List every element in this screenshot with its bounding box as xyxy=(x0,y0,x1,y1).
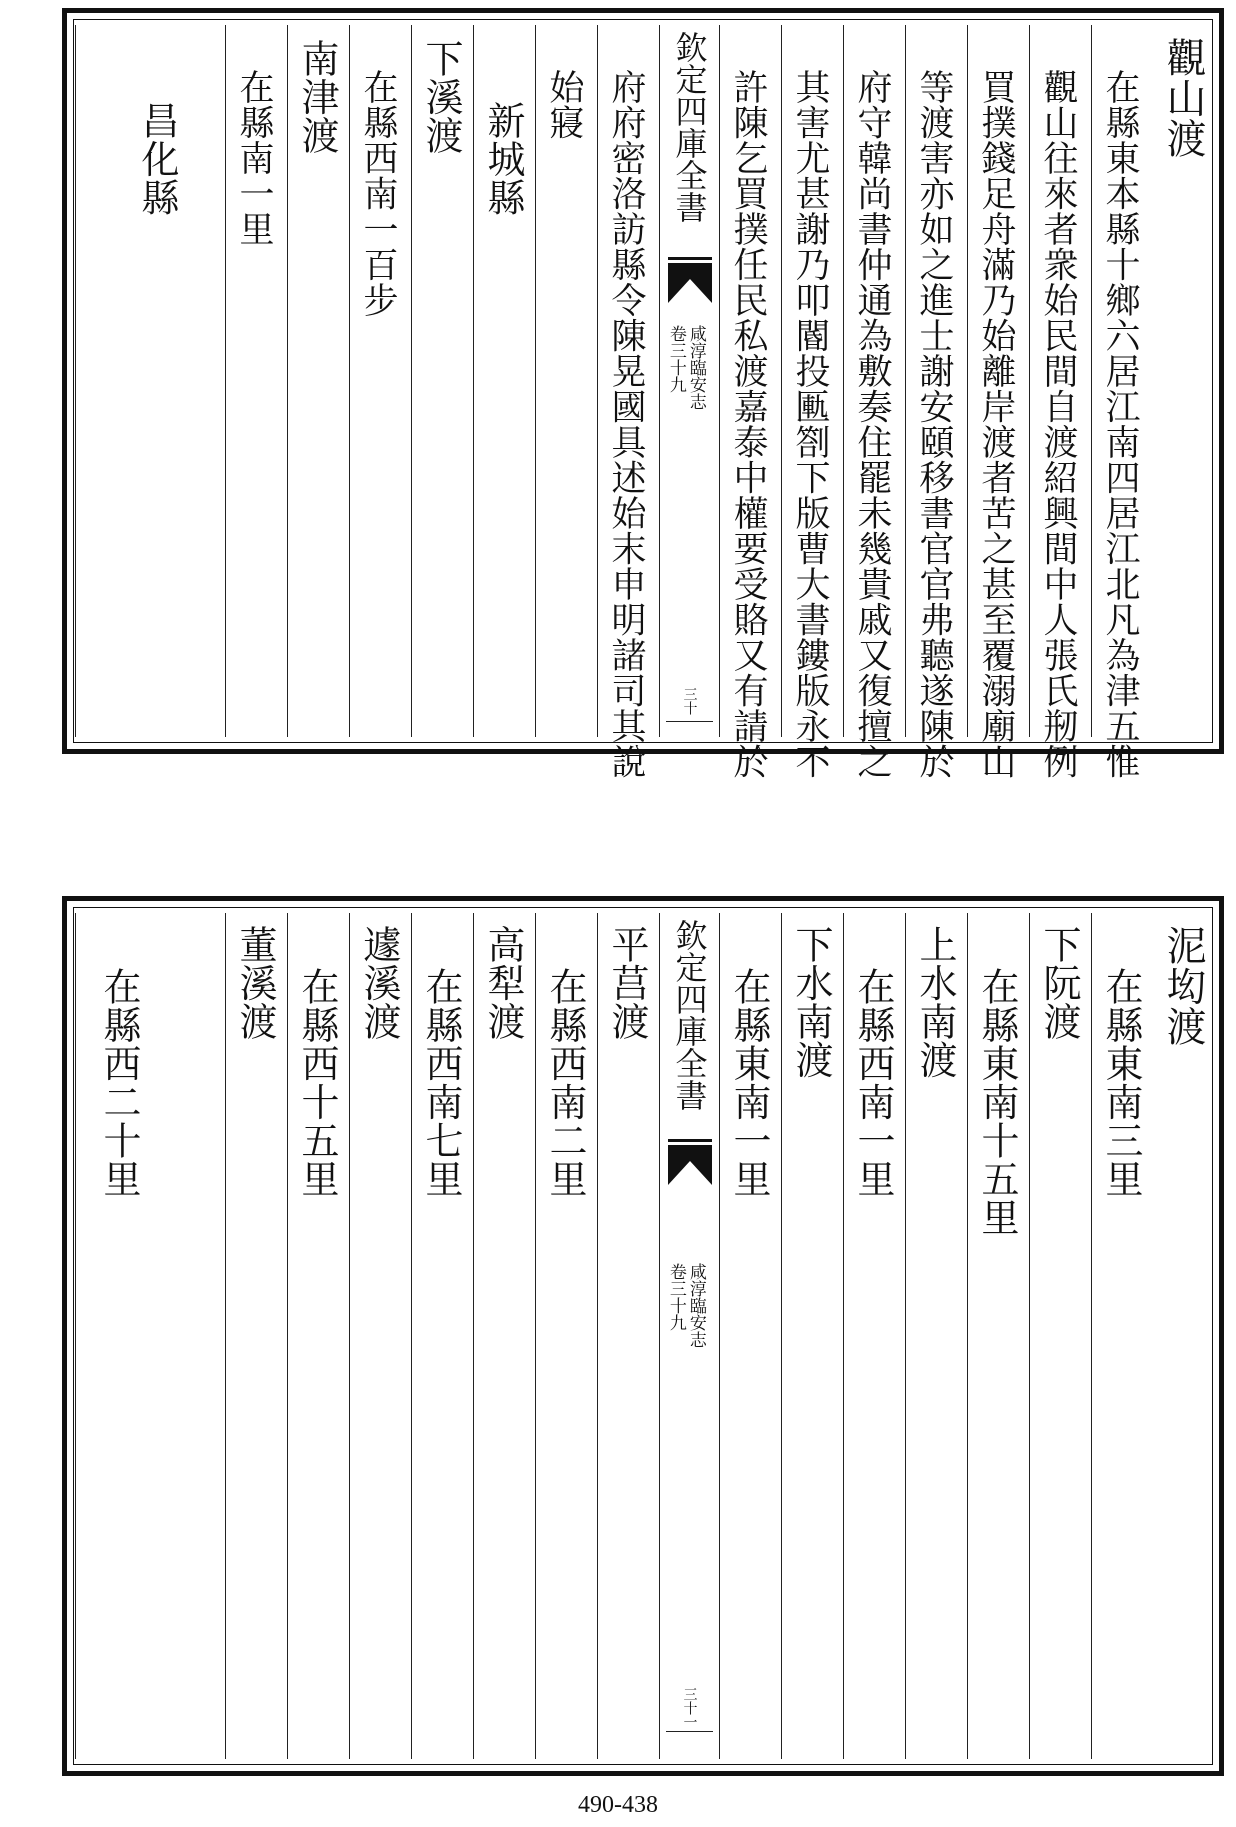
text-column xyxy=(225,25,287,737)
margin-juan: 卷三十九 xyxy=(665,325,686,393)
text-column xyxy=(349,25,411,737)
text-column xyxy=(225,913,287,1759)
page-number: 三十一 xyxy=(681,1687,698,1729)
text-column xyxy=(719,913,781,1759)
county-heading: 昌化縣 xyxy=(135,101,179,217)
location-text: 在縣西二十里 xyxy=(97,967,141,1198)
margin-title: 欽定四庫全書 xyxy=(670,31,709,223)
text-column xyxy=(719,25,781,779)
fish-tail-mark xyxy=(668,1139,712,1187)
body-text: 府府密洛訪縣令陳晃國具述始末申明諸司其說 xyxy=(606,69,646,779)
margin-rule xyxy=(666,721,713,722)
center-margin-strip xyxy=(659,25,719,737)
text-column xyxy=(1153,913,1219,1759)
text-column xyxy=(287,913,349,1759)
text-column xyxy=(967,913,1029,1759)
body-text: 許陳乞買撲任民私渡嘉泰中權要受賂又有請於 xyxy=(728,69,768,779)
text-column xyxy=(781,913,843,1759)
location-text: 在縣南一里 xyxy=(234,69,274,247)
location-text: 在縣西南一百步 xyxy=(358,69,398,318)
text-column xyxy=(411,25,473,737)
ferry-heading: 南津渡 xyxy=(295,39,339,155)
text-column xyxy=(287,25,349,737)
text-column xyxy=(843,913,905,1759)
ferry-heading: 高犁渡 xyxy=(481,925,525,1041)
text-column xyxy=(967,25,1029,779)
ferry-heading: 平莒渡 xyxy=(605,925,649,1041)
ferry-heading: 上水南渡 xyxy=(913,925,957,1079)
margin-book-title: 咸淳臨安志 xyxy=(685,1263,706,1348)
margin-title: 欽定四庫全書 xyxy=(670,919,709,1111)
text-column xyxy=(75,25,225,737)
page-code: 490-438 xyxy=(578,1792,658,1818)
body-text: 其害尤甚謝乃叩閽投匭劄下版曹大書鏤版永不 xyxy=(790,69,830,779)
body-text: 府守韓尚書仲通為敷奏住罷未幾貴戚又復擅之 xyxy=(852,69,892,779)
text-column xyxy=(597,25,659,779)
text-column xyxy=(1091,25,1153,779)
text-column xyxy=(75,913,225,1759)
bottom-page xyxy=(62,896,1224,1776)
ferry-heading: 下水南渡 xyxy=(789,925,833,1079)
location-text: 在縣西南一里 xyxy=(851,967,895,1198)
ferry-heading: 泥㘭渡 xyxy=(1160,925,1206,1047)
location-text: 在縣東南十五里 xyxy=(975,967,1019,1237)
heading-guanshan-ferry: 觀山渡 xyxy=(1160,37,1206,159)
center-margin-strip xyxy=(659,913,719,1759)
fish-tail-mark xyxy=(668,257,712,305)
body-text: 觀山往來者衆始民間自渡紹興間中人張氏剏例 xyxy=(1038,69,1078,779)
location-text: 在縣西南二里 xyxy=(543,967,587,1198)
text-column xyxy=(1029,913,1091,1759)
text-column xyxy=(473,913,535,1759)
text-column xyxy=(535,913,597,1759)
location-text: 在縣西南七里 xyxy=(419,967,463,1198)
body-text: 買撲錢足舟滿乃始離岸渡者苦之甚至覆溺廟山 xyxy=(976,69,1016,779)
page-number: 三十 xyxy=(681,687,698,715)
margin-juan: 卷三十九 xyxy=(665,1263,686,1331)
text-column xyxy=(1091,913,1153,1759)
text-column xyxy=(905,913,967,1759)
top-page xyxy=(62,8,1224,779)
body-text: 在縣東本縣十鄉六居江南四居江北凡為津五惟 xyxy=(1100,69,1140,779)
text-column xyxy=(1153,25,1219,737)
ferry-heading: 下溪渡 xyxy=(419,39,463,155)
text-column xyxy=(349,913,411,1759)
text-column xyxy=(1029,25,1091,779)
text-column xyxy=(905,25,967,779)
text-column xyxy=(411,913,473,1759)
ferry-heading: 下阮渡 xyxy=(1037,925,1081,1041)
text-column xyxy=(473,25,535,737)
body-text: 始寢 xyxy=(544,69,584,140)
county-heading: 新城縣 xyxy=(481,101,525,217)
location-text: 在縣東南三里 xyxy=(1099,967,1143,1198)
margin-rule xyxy=(666,1731,713,1732)
text-column xyxy=(843,25,905,779)
location-text: 在縣東南一里 xyxy=(727,967,771,1198)
margin-book-title: 咸淳臨安志 xyxy=(685,325,706,410)
text-column xyxy=(535,25,597,737)
ferry-heading: 董溪渡 xyxy=(233,925,277,1041)
location-text: 在縣西十五里 xyxy=(295,967,339,1198)
text-column xyxy=(781,25,843,779)
body-text: 等渡害亦如之進士謝安頤移書官官弗聽遂陳於 xyxy=(914,69,954,779)
ferry-heading: 遽溪渡 xyxy=(357,925,401,1041)
text-column xyxy=(597,913,659,1759)
